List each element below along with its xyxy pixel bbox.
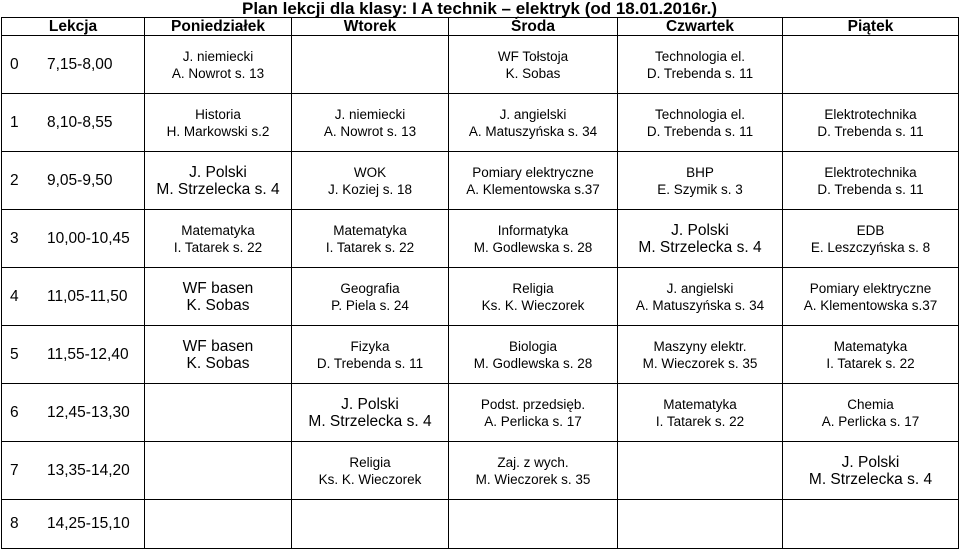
subject-name: Chemia: [847, 396, 894, 412]
subject-name: Matematyka: [333, 222, 407, 238]
schedule-cell: [618, 210, 783, 268]
schedule-cell: [618, 500, 783, 549]
subject-name: Technologia el.: [654, 106, 746, 122]
schedule-cell: [292, 36, 449, 94]
lesson-time: 7,15-8,00: [47, 55, 113, 73]
schedule-cell: [783, 94, 959, 152]
teacher-room: A. Matuszyńska s. 34: [635, 297, 765, 313]
subject-name: Matematyka: [181, 222, 255, 238]
lesson-number: 0: [10, 55, 19, 73]
subject-name: EDB: [856, 222, 885, 238]
schedule-cell: [145, 210, 292, 268]
lesson-cell: [2, 94, 145, 152]
teacher-room: Ks. K. Wieczorek: [481, 297, 585, 313]
teacher-room: I. Tatarek s. 22: [826, 355, 915, 371]
subject-name: J. angielski: [499, 106, 567, 122]
subject-name: Elektrotechnika: [824, 106, 917, 122]
subject-name: WF basen: [182, 337, 254, 355]
schedule-cell: [783, 384, 959, 442]
lesson-cell: [2, 442, 145, 500]
subject-name: Geografia: [340, 280, 400, 296]
header-row: [2, 18, 959, 36]
schedule-cell: [618, 36, 783, 94]
schedule-cell: [449, 500, 618, 549]
schedule-cell: [292, 94, 449, 152]
lesson-number: 6: [10, 403, 19, 421]
schedule-cell: [292, 442, 449, 500]
lesson-cell: [2, 210, 145, 268]
subject-name: Historia: [195, 106, 241, 122]
table-row: [2, 36, 959, 94]
teacher-room: M. Strzelecka s. 4: [638, 238, 762, 256]
schedule-cell: [449, 268, 618, 326]
teacher-room: K. Sobas: [505, 65, 561, 81]
teacher-room: A. Klementowska s.37: [803, 297, 938, 313]
schedule-cell: [449, 442, 618, 500]
lesson-number: 2: [10, 171, 19, 189]
teacher-room: A. Perlicka s. 17: [821, 413, 920, 429]
teacher-room: D. Trebenda s. 11: [817, 181, 924, 197]
subject-name: J. Polski: [841, 453, 900, 471]
teacher-room: M. Godlewska s. 28: [473, 239, 593, 255]
table-row: [2, 442, 959, 500]
lesson-cell: [2, 152, 145, 210]
schedule-cell: [292, 210, 449, 268]
schedule-cell: [145, 36, 292, 94]
teacher-room: M. Wieczorek s. 35: [642, 355, 758, 371]
subject-name: Pomiary elektryczne: [809, 280, 932, 296]
teacher-room: K. Sobas: [186, 354, 250, 372]
lesson-time: 8,10-8,55: [47, 113, 113, 131]
lesson-number: 5: [10, 345, 19, 363]
subject-name: J. niemiecki: [334, 106, 406, 122]
schedule-cell: [145, 268, 292, 326]
schedule-cell: [449, 326, 618, 384]
subject-name: Religia: [349, 454, 391, 470]
teacher-room: M. Godlewska s. 28: [473, 355, 593, 371]
header-monday: Poniedziałek: [145, 18, 292, 36]
schedule-cell: [292, 268, 449, 326]
teacher-room: I. Tatarek s. 22: [655, 413, 745, 429]
header-wednesday: Środa: [449, 18, 618, 36]
lesson-number: 3: [10, 229, 19, 247]
table-row: [2, 94, 959, 152]
teacher-room: D. Trebenda s. 11: [646, 65, 754, 81]
teacher-room: A. Matuszyńska s. 34: [468, 123, 598, 139]
teacher-room: I. Tatarek s. 22: [325, 239, 415, 255]
subject-name: J. angielski: [666, 280, 734, 296]
lesson-cell: [2, 326, 145, 384]
header-friday: Piątek: [783, 18, 959, 36]
subject-name: J. Polski: [671, 221, 729, 239]
subject-name: WF Tołstoja: [497, 48, 569, 64]
table-row: [2, 152, 959, 210]
teacher-room: A. Nowrot s. 13: [171, 65, 265, 81]
schedule-cell: [783, 268, 959, 326]
subject-name: BHP: [686, 164, 714, 180]
teacher-room: E. Szymik s. 3: [657, 181, 743, 197]
page-title: Plan lekcji dla klasy: I A technik – elektryk (od 18.01.2016r.): [242, 0, 717, 18]
lesson-time: 12,45-13,30: [47, 403, 130, 421]
header-tuesday: Wtorek: [292, 18, 449, 36]
schedule-cell: [449, 384, 618, 442]
subject-name: WF basen: [182, 279, 254, 297]
subject-name: Pomiary elektryczne: [472, 164, 594, 180]
schedule-cell: [145, 326, 292, 384]
subject-name: J. Polski: [189, 163, 247, 181]
teacher-room: K. Sobas: [186, 296, 250, 314]
schedule-cell: [618, 94, 783, 152]
lesson-number: 1: [10, 113, 19, 131]
teacher-room: D. Trebenda s. 11: [817, 123, 924, 139]
subject-name: J. Polski: [341, 395, 399, 413]
schedule-cell: [145, 384, 292, 442]
lesson-time: 9,05-9,50: [47, 171, 113, 189]
schedule-cell: [292, 384, 449, 442]
timetable: [1, 17, 959, 549]
schedule-cell: [618, 152, 783, 210]
table-row: [2, 500, 959, 549]
teacher-room: H. Markowski s.2: [166, 123, 270, 139]
subject-name: Matematyka: [833, 338, 908, 354]
teacher-room: P. Piela s. 24: [331, 297, 409, 313]
header-lekcja: Lekcja: [2, 18, 145, 36]
subject-name: Matematyka: [663, 396, 737, 412]
table-row: [2, 384, 959, 442]
teacher-room: A. Perlicka s. 17: [484, 413, 582, 429]
schedule-cell: [618, 442, 783, 500]
schedule-cell: [618, 384, 783, 442]
subject-name: Zaj. z wych.: [497, 454, 569, 470]
schedule-cell: [783, 500, 959, 549]
schedule-cell: [783, 210, 959, 268]
lesson-number: 7: [10, 461, 19, 479]
lesson-time: 11,55-12,40: [47, 345, 129, 363]
schedule-cell: [783, 36, 959, 94]
teacher-room: D. Trebenda s. 11: [316, 355, 424, 371]
lesson-time: 11,05-11,50: [47, 287, 128, 305]
lesson-number: 8: [10, 515, 19, 532]
lesson-number: 4: [10, 287, 19, 305]
schedule-cell: [145, 152, 292, 210]
table-row: [2, 210, 959, 268]
schedule-cell: [449, 94, 618, 152]
schedule-cell: [618, 326, 783, 384]
table-row: [2, 326, 959, 384]
schedule-cell: [783, 326, 959, 384]
lesson-time: 13,35-14,20: [47, 461, 130, 479]
teacher-room: I. Tatarek s. 22: [173, 239, 263, 255]
teacher-room: E. Leszczyńska s. 8: [810, 239, 931, 255]
teacher-room: M. Strzelecka s. 4: [808, 470, 933, 488]
subject-name: Fizyka: [350, 338, 390, 354]
schedule-cell: [783, 442, 959, 500]
subject-name: Elektrotechnika: [824, 164, 917, 180]
subject-name: Maszyny elektr.: [653, 338, 747, 354]
teacher-room: Ks. K. Wieczorek: [318, 471, 422, 487]
schedule-cell: [618, 268, 783, 326]
subject-name: WOK: [353, 164, 387, 180]
lesson-cell: [2, 500, 145, 549]
schedule-cell: [783, 152, 959, 210]
lesson-cell: [2, 384, 145, 442]
subject-name: Technologia el.: [654, 48, 746, 64]
header-thursday: Czwartek: [618, 18, 783, 36]
teacher-room: J. Koziej s. 18: [327, 181, 413, 197]
teacher-room: M. Wieczorek s. 35: [475, 471, 591, 487]
schedule-cell: [292, 500, 449, 549]
subject-name: Informatyka: [497, 222, 569, 238]
table-row: [2, 268, 959, 326]
teacher-room: D. Trebenda s. 11: [646, 123, 754, 139]
lesson-cell: [2, 36, 145, 94]
teacher-room: M. Strzelecka s. 4: [156, 180, 280, 198]
lesson-time: 14,25-15,10: [47, 515, 130, 532]
subject-name: J. niemiecki: [182, 48, 254, 64]
teacher-room: M. Strzelecka s. 4: [308, 412, 432, 430]
schedule-cell: [449, 152, 618, 210]
schedule-cell: [292, 326, 449, 384]
subject-name: Biologia: [508, 338, 558, 354]
schedule-cell: [449, 36, 618, 94]
schedule-cell: [449, 210, 618, 268]
teacher-room: A. Klementowska s.37: [466, 181, 600, 197]
lesson-time: 10,00-10,45: [47, 229, 130, 247]
subject-name: Podst. przedsięb.: [480, 396, 586, 412]
lesson-cell: [2, 268, 145, 326]
schedule-cell: [145, 442, 292, 500]
teacher-room: A. Nowrot s. 13: [323, 123, 417, 139]
schedule-cell: [145, 94, 292, 152]
schedule-cell: [145, 500, 292, 549]
schedule-cell: [292, 152, 449, 210]
subject-name: Religia: [512, 280, 554, 296]
